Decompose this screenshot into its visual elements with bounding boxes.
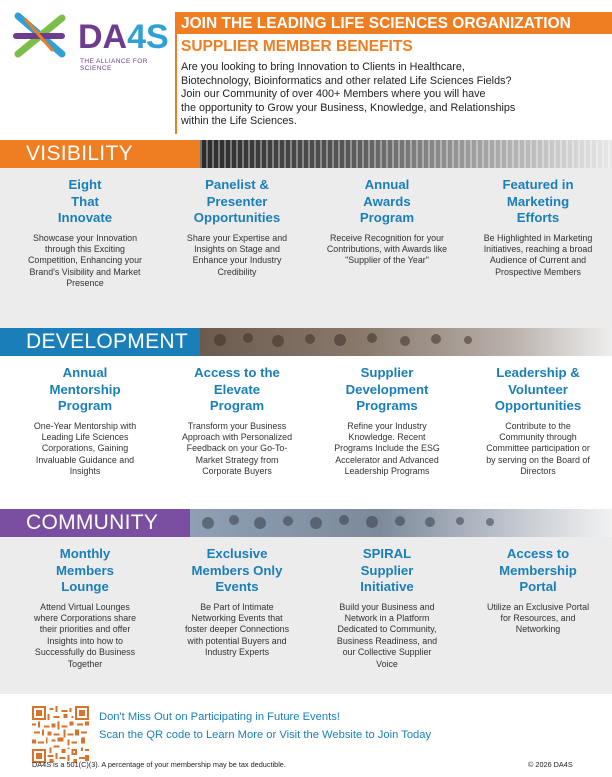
logo-wordmark: DA4S	[78, 18, 169, 56]
benefit-title: Exclusive Members Only Events	[191, 546, 283, 594]
benefit-title: Eight That Innovate	[57, 177, 113, 225]
benefit-card	[318, 365, 456, 478]
header	[0, 0, 612, 140]
visibility-content	[0, 168, 612, 328]
intro-paragraph	[181, 61, 601, 129]
benefit-body: Be Highlighted in Marketing Initiatives, reaching a broad Audience of Current and Prospective Members	[483, 232, 593, 277]
benefit-card	[168, 177, 306, 278]
benefit-body: Utilize an Exclusive Portal for Resources, and Networking	[486, 601, 590, 635]
community-photo-strip	[190, 509, 612, 537]
benefit-body: Be Part of Intimate Networking Events that foster deeper Connections with potential Buyers and Industry Experts	[184, 601, 290, 658]
benefit-card	[318, 177, 456, 267]
qr-code[interactable]	[32, 706, 89, 763]
benefit-body: Build your Business and Network in a Platform Dedicated to Community, Business Readiness, and our Collective Supplier Voice	[336, 601, 438, 669]
community-heading: COMMUNITY	[0, 509, 216, 537]
benefit-body: Share your Expertise and Insights on Stage and Enhance your Industry Credibility	[186, 232, 288, 277]
visibility-photo-strip	[200, 140, 612, 168]
development-band	[0, 328, 612, 356]
intro-line: Biotechnology, Bioinformatics and other related Life Sciences Fields?	[181, 74, 512, 87]
benefit-card	[318, 546, 456, 670]
benefit-card	[168, 546, 306, 659]
benefit-title: Annual Awards Program	[359, 177, 415, 225]
intro-line: within the Life Sciences.	[181, 115, 297, 127]
intro-line: Join our Community of over 400+ Members where you will have	[181, 88, 486, 100]
benefit-body: Attend Virtual Lounges where Corporations share their priorities and offer Insights into how to Successfully do Business Together	[33, 601, 137, 669]
benefit-title: Leadership & Volunteer Opportunities	[494, 365, 582, 413]
community-band	[0, 509, 612, 537]
page-subhead: SUPPLIER MEMBER BENEFITS	[181, 38, 413, 55]
development-heading: DEVELOPMENT	[0, 328, 226, 356]
page-headline: JOIN THE LEADING LIFE SCIENCES ORGANIZATION	[181, 15, 571, 32]
intro-line: the opportunity to Grow your Business, Knowledge, and Relationships	[181, 101, 516, 114]
benefit-card	[469, 177, 607, 278]
header-divider	[175, 34, 177, 134]
benefit-body: Refine your Industry Knowledge. Recent Programs Include the ESG Accelerator and Advanced Leadership Programs	[334, 420, 440, 477]
visibility-heading: VISIBILITY	[0, 140, 226, 168]
visibility-band	[0, 140, 612, 168]
footer-cta-line1: Don't Miss Out on Participating in Future Events!	[99, 711, 340, 723]
community-content	[0, 537, 612, 694]
logo-mark-icon	[12, 10, 72, 68]
benefit-title: Monthly Members Lounge	[56, 546, 114, 594]
benefit-card	[469, 365, 607, 478]
benefit-card	[16, 365, 154, 478]
benefit-body: One-Year Mentorship with Leading Life Sciences Corporations, Gaining Invaluable Guidance and Insights	[33, 420, 137, 477]
logo-tagline: THE ALLIANCE FOR SCIENCE	[80, 58, 148, 72]
benefit-card	[168, 365, 306, 478]
benefit-card	[16, 177, 154, 290]
benefit-card	[16, 546, 154, 670]
benefit-title: Panelist & Presenter Opportunities	[193, 177, 281, 225]
development-photo-strip	[200, 328, 612, 356]
benefit-card	[469, 546, 607, 636]
benefit-body: Contribute to the Community through Committee participation or by serving on the Board of Directors	[486, 420, 590, 477]
benefit-title: Access to Membership Portal	[499, 546, 577, 594]
tax-fine-print: DA4S is a 501(C)(3). A percentage of your membership may be tax deductible.	[32, 760, 286, 769]
da4s-logo[interactable]	[12, 10, 172, 70]
benefit-title: Supplier Development Programs	[345, 365, 429, 413]
benefit-body: Receive Recognition for your Contributions, with Awards like "Supplier of the Year"	[326, 232, 448, 266]
benefit-title: Featured in Marketing Efforts	[502, 177, 574, 225]
benefit-title: SPIRAL Supplier Initiative	[360, 546, 414, 594]
copyright: © 2026 DA4S	[528, 760, 573, 769]
footer-cta-line2: Scan the QR code to Learn More or Visit the Website to Join Today	[99, 729, 432, 741]
intro-line: Are you looking to bring Innovation to Clients in Healthcare,	[181, 61, 465, 73]
benefit-body: Transform your Business Approach with Personalized Feedback on your Go-To-Market Strategy from Corporate Buyers	[181, 420, 292, 477]
benefit-title: Access to the Elevate Program	[194, 365, 280, 413]
benefit-title: Annual Mentorship Program	[49, 365, 121, 413]
development-content	[0, 356, 612, 508]
benefit-body: Showcase your Innovation through this Exciting Competition, Enhancing your Brand's Visibility and Market Presence	[28, 232, 142, 289]
